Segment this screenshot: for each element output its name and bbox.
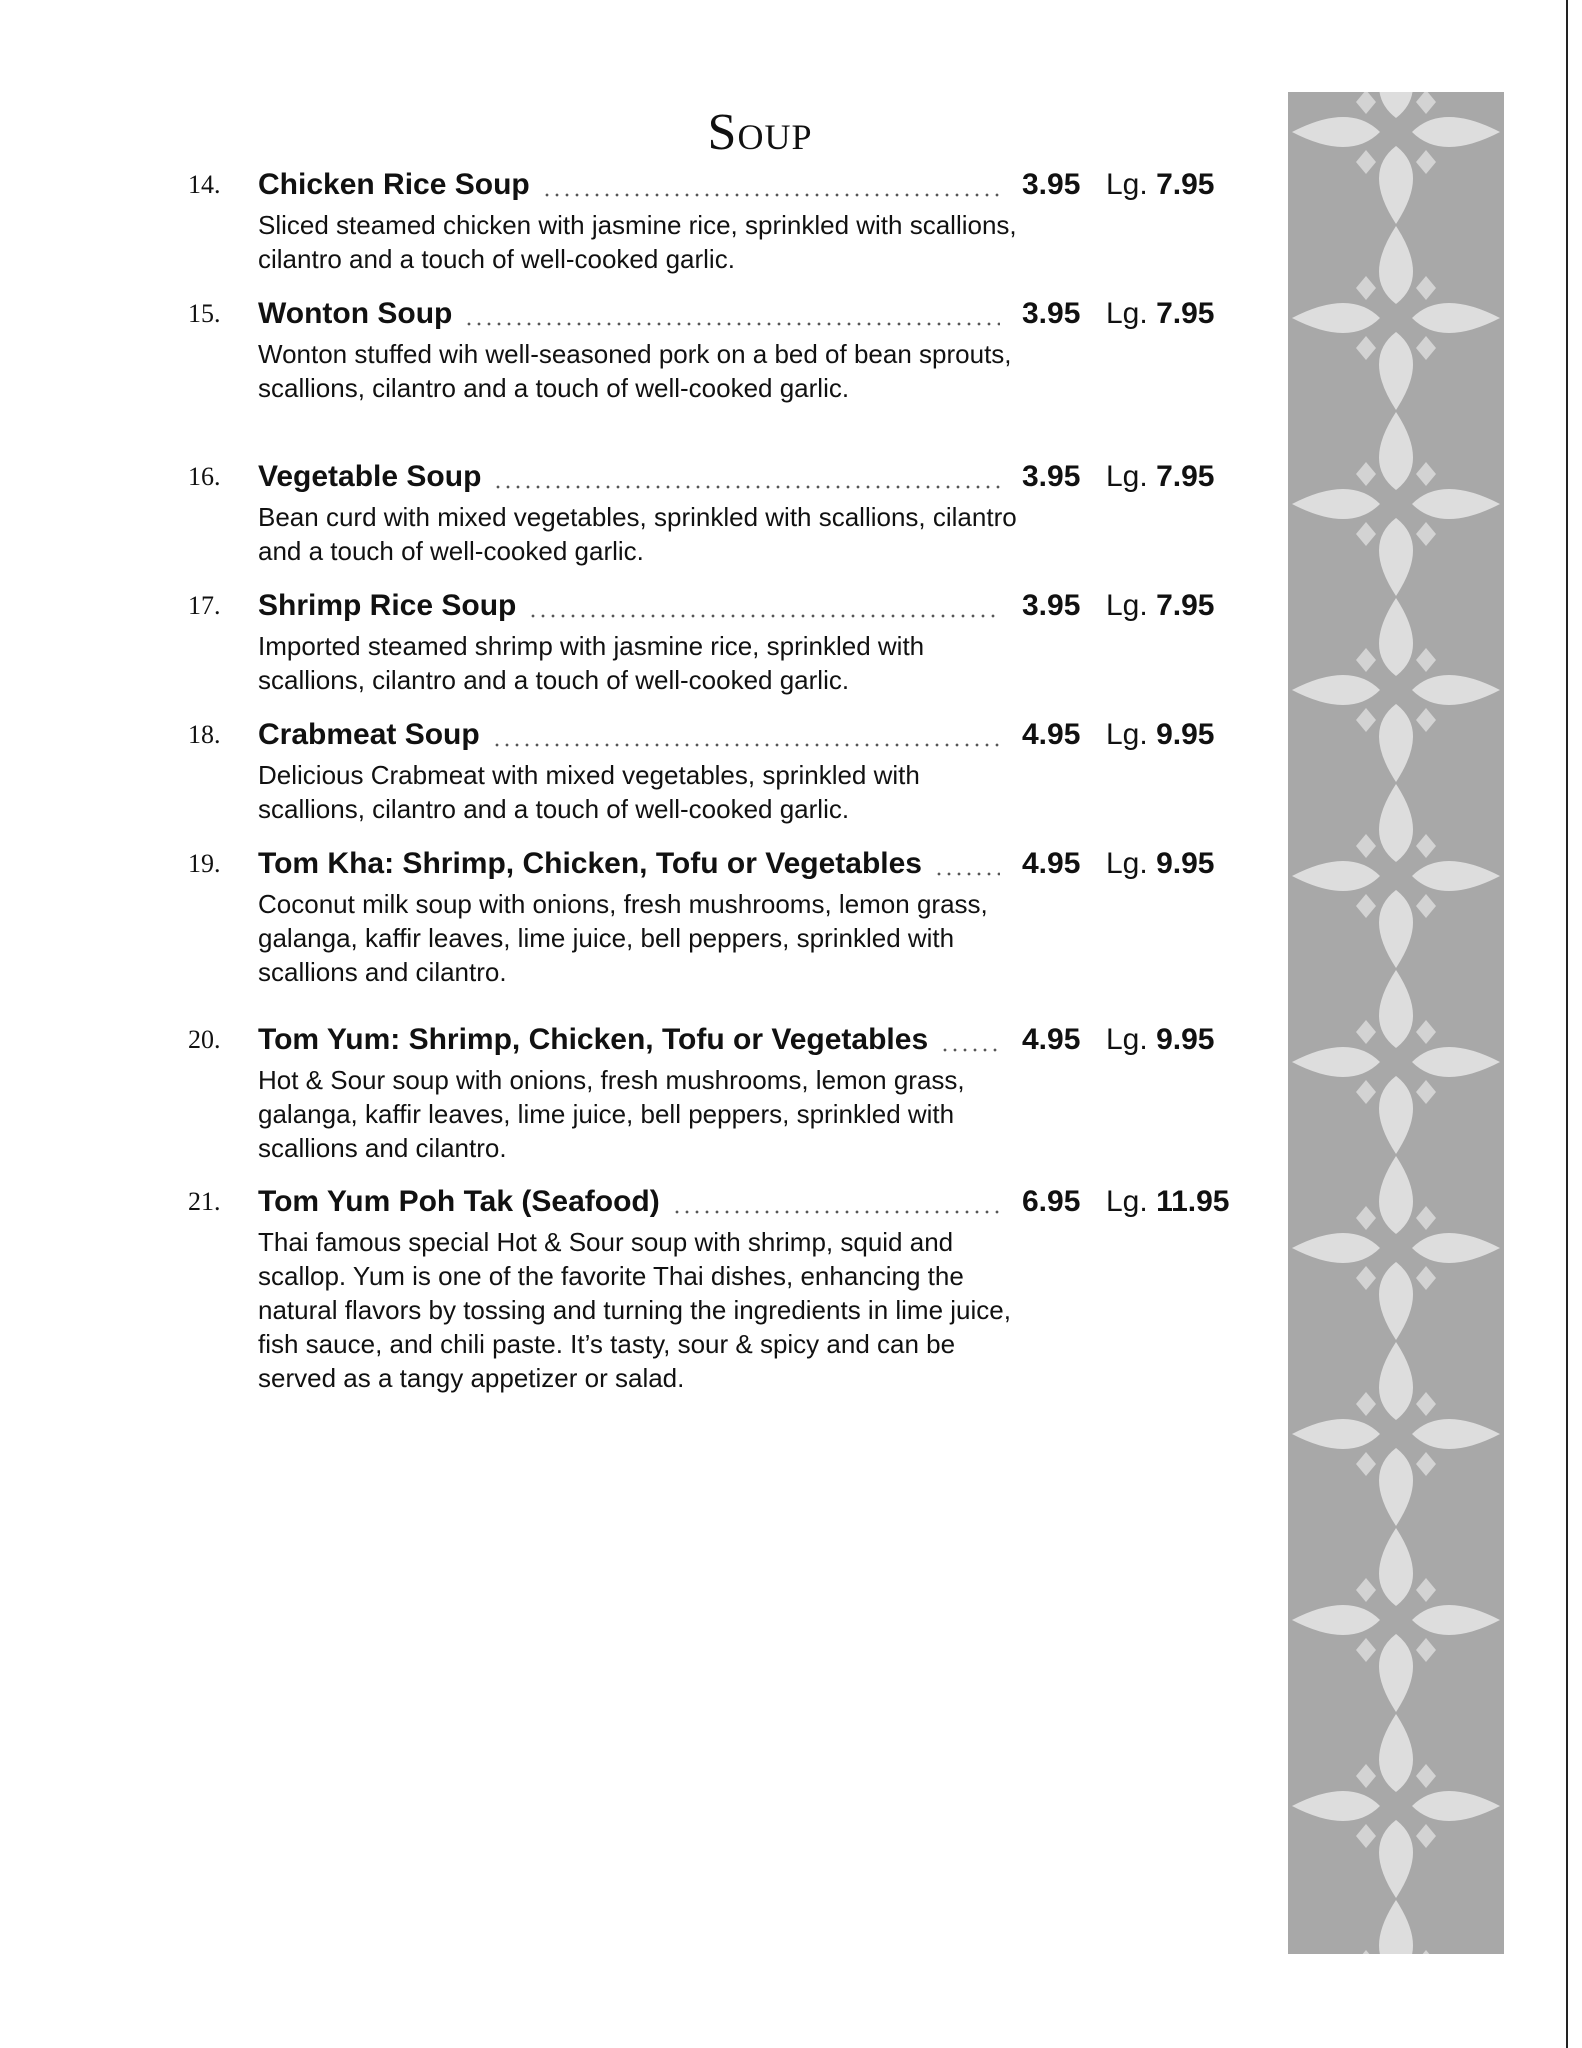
dot-leader [542, 193, 1000, 197]
item-large-price [1106, 1023, 1214, 1057]
floral-motif [1292, 1342, 1500, 1526]
item-large-price [1106, 460, 1214, 494]
large-label: Lg. [1106, 718, 1148, 751]
dot-leader [934, 872, 1000, 876]
floral-motif [1292, 1714, 1500, 1898]
dot-leader [464, 322, 1000, 326]
large-price-value: 9.95 [1156, 1023, 1215, 1056]
item-large-price [1106, 589, 1214, 623]
page-title: Soup [707, 103, 813, 161]
item-description: Hot & Sour soup with onions, fresh mushrooms, lemon grass, galanga, kaffir leaves, lime juice, bell peppers, sprinkled with scallions and cilantro. [258, 1065, 965, 1163]
item-name: Tom Yum Poh Tak (Seafood) [258, 1185, 660, 1218]
item-large-price [1106, 718, 1214, 752]
large-price-value: 9.95 [1156, 718, 1215, 751]
item-large-price [1106, 1185, 1229, 1219]
large-price-value: 11.95 [1156, 1185, 1230, 1218]
large-price-value: 7.95 [1156, 168, 1215, 201]
dot-leader [493, 485, 1000, 489]
item-name: Crabmeat Soup [258, 718, 480, 751]
dot-leader [940, 1048, 1000, 1052]
item-large-price [1106, 297, 1214, 331]
item-number: 19. [188, 849, 221, 878]
item-description: Imported steamed shrimp with jasmine rice, sprinkled with scallions, cilantro and a touch of well-cooked garlic. [258, 631, 925, 695]
item-price: 6.95 [1022, 1185, 1081, 1218]
item-price: 3.95 [1022, 589, 1081, 622]
item-name: Tom Yum: Shrimp, Chicken, Tofu or Vegetables [258, 1023, 929, 1056]
item-price: 3.95 [1022, 297, 1081, 330]
item-description: Delicious Crabmeat with mixed vegetables, sprinkled with scallions, cilantro and a touch of well-cooked garlic. [258, 760, 920, 824]
large-price-value: 7.95 [1156, 589, 1215, 622]
floral-motif [1292, 226, 1500, 410]
large-label: Lg. [1106, 589, 1148, 622]
item-description: Wonton stuffed wih well-seasoned pork on a bed of bean sprouts, scallions, cilantro and a touch of well-cooked garlic. [258, 339, 1012, 403]
item-number: 21. [188, 1187, 221, 1216]
item-number: 14. [188, 170, 221, 199]
item-price: 3.95 [1022, 168, 1081, 201]
large-price-value: 7.95 [1156, 297, 1215, 330]
item-name: Wonton Soup [258, 297, 453, 330]
large-label: Lg. [1106, 460, 1148, 493]
floral-motif [1292, 1900, 1500, 1954]
item-name: Shrimp Rice Soup [258, 589, 517, 622]
item-price: 4.95 [1022, 718, 1081, 751]
item-large-price [1106, 847, 1214, 881]
item-price: 4.95 [1022, 847, 1081, 880]
dot-leader [672, 1210, 1000, 1214]
item-name: Vegetable Soup [258, 460, 482, 493]
decorative-side-panel [1288, 92, 1504, 1954]
item-price: 4.95 [1022, 1023, 1081, 1056]
thai-floral-diamond-icon [1288, 92, 1504, 1954]
large-label: Lg. [1106, 1023, 1148, 1056]
floral-motif [1292, 92, 1500, 224]
item-number: 17. [188, 591, 221, 620]
floral-motif [1292, 784, 1500, 968]
item-price: 3.95 [1022, 460, 1081, 493]
item-name: Chicken Rice Soup [258, 168, 530, 201]
item-number: 18. [188, 720, 221, 749]
large-label: Lg. [1106, 168, 1148, 201]
dot-leader [528, 614, 1000, 618]
large-label: Lg. [1106, 1185, 1148, 1218]
large-price-value: 9.95 [1156, 847, 1215, 880]
item-number: 16. [188, 462, 221, 491]
floral-motif [1292, 1528, 1500, 1712]
page-edge-line [1566, 0, 1568, 2048]
item-description: Thai famous special Hot & Sour soup with shrimp, squid and scallop. Yum is one of the favorite Thai dishes, enhancing the natural flavors by tossing and turning the ingredients in lime juice, fish sauce, and chili paste. It’s tasty, sour & spicy and can be served as a tangy appetizer or salad. [258, 1227, 1011, 1393]
dot-leader [492, 743, 1000, 747]
item-description: Sliced steamed chicken with jasmine rice, sprinkled with scallions, cilantro and a touch of well-cooked garlic. [258, 210, 1017, 274]
item-description: Coconut milk soup with onions, fresh mushrooms, lemon grass, galanga, kaffir leaves, lime juice, bell peppers, sprinkled with scallions and cilantro. [258, 889, 988, 987]
floral-motif [1292, 598, 1500, 782]
floral-motif [1292, 412, 1500, 596]
item-description: Bean curd with mixed vegetables, sprinkled with scallions, cilantro and a touch of well-cooked garlic. [258, 502, 1017, 566]
item-number: 15. [188, 299, 221, 328]
large-price-value: 7.95 [1156, 460, 1215, 493]
large-label: Lg. [1106, 297, 1148, 330]
floral-motif [1292, 1156, 1500, 1340]
large-label: Lg. [1106, 847, 1148, 880]
item-name: Tom Kha: Shrimp, Chicken, Tofu or Vegetables [258, 847, 922, 880]
item-number: 20. [188, 1025, 221, 1054]
floral-motif [1292, 970, 1500, 1154]
item-large-price [1106, 168, 1214, 202]
